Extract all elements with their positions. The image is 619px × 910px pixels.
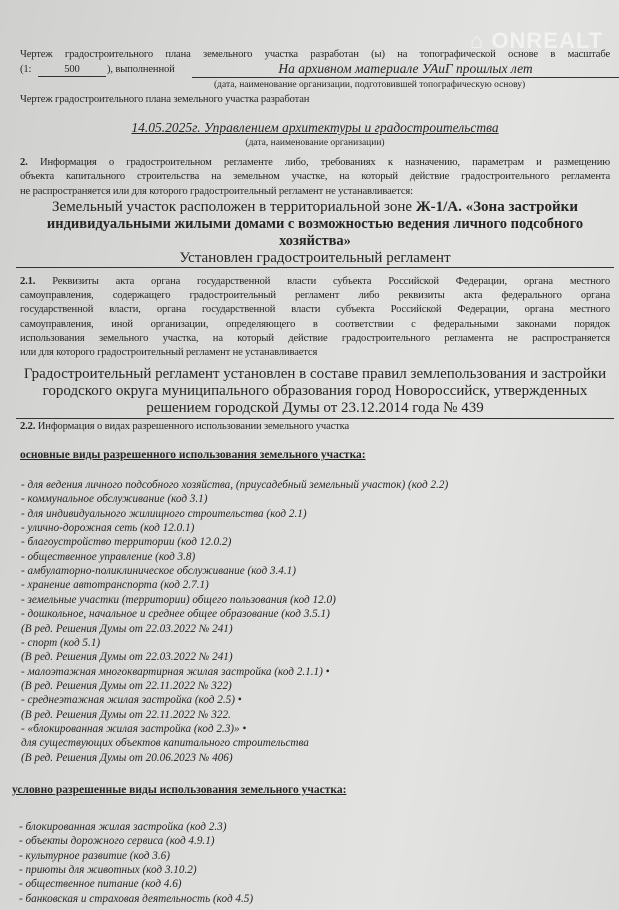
main-use-item: (В ред. Решения Думы от 22.03.2022 № 241): [21, 651, 233, 664]
section21-line-5: использования земельного участка, на который действие градостроительного регламента не распространяется: [20, 333, 610, 344]
main-use-item: - амбулаторно-поликлиническое обслуживание (код 3.4.1): [21, 565, 297, 578]
section21-line-2: самоуправления, содержащего градостроительный регламент либо реквизиты акта федерального органа: [20, 290, 610, 301]
main-use-item: (В ред. Решения Думы от 22.03.2022 № 241): [21, 622, 233, 635]
main-use-item: - спорт (код 5.1): [21, 636, 101, 649]
section2-text: Информация о градостроительном регламенте либо, требованиях к назначению, параметрам и размещению: [39, 157, 611, 168]
divider: [16, 267, 614, 268]
main-use-item: - хранение автотранспорта (код 2.7.1): [21, 579, 209, 592]
header-line-3: Чертеж градостроительного плана земельного участка разработан: [20, 94, 310, 105]
conditional-uses-heading: условно разрешенные виды использования земельного участка:: [12, 784, 347, 796]
conditional-use-item: - приюты для животных (код 3.10.2): [19, 863, 197, 876]
section21-line-1: [20, 275, 610, 289]
main-use-item: - для ведения личного подсобного хозяйства, (приусадебный земельный участок) (код 2.2): [21, 479, 449, 491]
developed-by-text: 14.05.2025г. Управлением архитектуры и градостроительства: [131, 120, 499, 135]
main-use-item: для существующих объектов капитального строительства: [21, 737, 309, 750]
regulation-line-1: Градостроительный регламент установлен в составе правил землепользования и застройки: [23, 366, 607, 382]
section22-text: Информация о видах разрешенного использовании земельного участка: [37, 421, 350, 432]
section21-line-6: или для которого градостроительный регламент не устанавливается: [20, 347, 318, 358]
conditional-use-item: - объекты дорожного сервиса (код 4.9.1): [19, 835, 215, 848]
developed-caption: (дата, наименование организации): [245, 138, 385, 148]
main-use-item: - земельные участки (территории) общего пользования (код 12.0): [21, 593, 336, 606]
main-use-item: - общественное управление (код 3.8): [21, 550, 196, 563]
section2-line-3: не распространяется или для которого градостроительный регламент не устанавливается:: [20, 186, 413, 197]
zone-line-2: индивидуальными жилыми домами с возможностью ведения личного подсобного: [46, 216, 584, 232]
header-line-1: Чертеж градостроительного плана земельного участка разработан (ы) на топографической основе в масштабе: [20, 49, 610, 60]
scale-prefix: (1:: [20, 64, 32, 75]
zone-name: Ж-1/А. «Зона застройки: [415, 199, 578, 215]
main-use-item: (В ред. Решения Думы от 20.06.2023 № 406): [21, 751, 233, 764]
main-use-item: (В ред. Решения Думы от 22.11.2022 № 322): [21, 679, 232, 692]
regulation-line-2: городского округа муниципального образования город Новороссийск, утвержденных: [42, 383, 588, 399]
topo-basis: На архивном материале УАиГ прошлых лет: [192, 61, 619, 78]
scale-suffix: ), выполненной: [107, 64, 175, 75]
main-use-item: - дошкольное, начальное и среднее общее образование (код 3.5.1): [21, 608, 330, 621]
main-use-item: - коммунальное обслуживание (код 3.1): [21, 493, 208, 506]
main-use-item: - «блокированная жилая застройка (код 2.3)» •: [21, 722, 247, 735]
regulation-status: Установлен градостроительный регламент: [179, 250, 451, 266]
section2-number: 2.: [20, 157, 28, 168]
section21-text: Реквизиты акта органа государственной власти субъекта Российской Федерации, органа местного: [52, 276, 610, 287]
section21-line-3: государственной власти, органа государственной власти субъекта Российской Федерации, органа местного: [20, 304, 610, 315]
zone-line-3: хозяйства»: [279, 233, 351, 249]
section2-line-1: [20, 156, 610, 170]
zone-prefix: Земельный участок расположен в территориальной зоне: [52, 199, 416, 215]
divider: [16, 418, 614, 419]
regulation-line-3: решением городской Думы от 23.12.2014 года № 439: [146, 400, 484, 416]
conditional-use-item: - культурное развитие (код 3.6): [19, 849, 170, 862]
conditional-use-item: - общественное питание (код 4.6): [19, 878, 182, 891]
main-use-item: - улично-дорожная сеть (код 12.0.1): [21, 522, 195, 535]
section22-title: [20, 420, 349, 434]
section21-number: 2.1.: [20, 276, 36, 287]
section22-number: 2.2.: [20, 421, 36, 432]
main-uses-heading: основные виды разрешенного использования земельного участка:: [20, 449, 366, 461]
conditional-use-item: - банковская и страховая деятельность (код 4.5): [19, 892, 254, 905]
watermark-logo: ⌂ ONREALT: [470, 28, 604, 53]
main-use-item: - благоустройство территории (код 12.0.2): [21, 536, 232, 549]
conditional-use-item: - блокированная жилая застройка (код 2.3): [19, 821, 227, 833]
developed-by: [20, 120, 610, 136]
main-use-item: - для индивидуального жилищного строительства (код 2.1): [21, 507, 307, 520]
topo-caption: (дата, наименование организации, подготовившей топографическую основу): [214, 80, 526, 90]
section2-line-2: объекта капитального строительства на земельном участке, на который действие градостроительного регламента: [20, 171, 610, 182]
section21-line-4: самоуправления, иной организации, определяющего в соответствии с федеральными законами порядок: [20, 319, 610, 330]
scale-value: 500: [38, 63, 106, 77]
main-use-item: (В ред. Решения Думы от 22.11.2022 № 322.: [21, 708, 231, 721]
zone-line-1: [20, 199, 610, 216]
main-use-item: - малоэтажная многоквартирная жилая застройка (код 2.1.1) •: [21, 665, 330, 678]
main-use-item: - среднеэтажная жилая застройка (код 2.5) •: [21, 694, 242, 707]
